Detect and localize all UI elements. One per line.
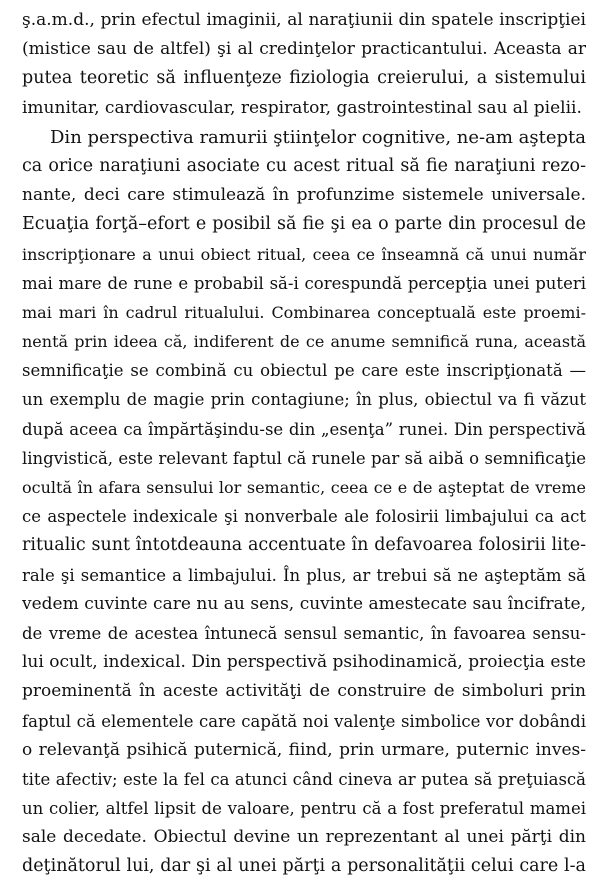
text-line: inscripţionare a unui obiect ritual, ceea ce înseamnă că unui număr bbox=[22, 244, 586, 264]
text-line: după aceea ca împărtăşindu-se din „esenţa” runei. Din perspectivă bbox=[22, 419, 586, 439]
text-line: ş.a.m.d., prin efectul imaginii, al naraţiunii din spatele inscripţiei bbox=[22, 10, 586, 30]
text-line: Ecuaţia forţă–efort e posibil să fie şi ea o parte din procesul de bbox=[22, 214, 586, 235]
text-line: nante, deci care stimulează în profunzime sistemele universale. bbox=[22, 185, 586, 206]
text-line: un exemplu de magie prin contagiune; în plus, obiectul va fi văzut bbox=[22, 390, 586, 410]
text-line: putea teoretic să influenţeze fiziologia creierului, a sistemului bbox=[22, 68, 586, 89]
text-line: de vreme de acestea întunecă sensul semantic, în favoarea sensu- bbox=[22, 623, 586, 643]
text-line: nentă prin ideea că, indiferent de ce anume semnifică runa, această bbox=[22, 332, 586, 352]
text-line: ca orice naraţiuni asociate cu acest ritual să fie naraţiuni rezo- bbox=[22, 155, 586, 176]
text-line: semnificaţie se combină cu obiectul pe care este inscripţionată — bbox=[22, 361, 586, 381]
text-line: ocultă în afara sensului lor semantic, ceea ce e de aşteptat de vreme bbox=[22, 478, 586, 497]
text-line: lui ocult, indexical. Din perspectivă psihodinamică, proiecţia este bbox=[22, 652, 586, 673]
text-line: tite afectiv; este la fel ca atunci când cineva ar putea să preţuiască bbox=[22, 769, 586, 789]
text-line: Din perspectiva ramurii ştiinţelor cognitive, ne-am aştepta bbox=[50, 126, 586, 148]
page-text bbox=[22, 6, 586, 882]
text-line: proeminentă în aceste activităţi de construire de simboluri prin bbox=[22, 681, 586, 702]
text-line: ce aspectele indexicale şi nonverbale ale folosirii limbajului ca act bbox=[22, 507, 586, 527]
text-line: deţinătorul lui, dar şi al unei părţi a personalităţii celui care l-a bbox=[22, 856, 586, 877]
text-line: mai mari în cadrul ritualului. Combinarea conceptuală este proemi- bbox=[22, 302, 586, 322]
text-line: o relevanţă psihică puternică, fiind, prin urmare, puternic inves- bbox=[22, 739, 586, 760]
text-line: lingvistică, este relevant faptul că runele par să aibă o semnificaţie bbox=[22, 448, 586, 468]
text-line: (mistice sau de altfel) şi al credinţelor practicantului. Aceasta ar bbox=[22, 39, 586, 60]
text-line: ritualic sunt întotdeauna accentuate în defavoarea folosirii lite- bbox=[22, 535, 586, 556]
text-line: imunitar, cardiovascular, respirator, gastrointestinal sau al pielii. bbox=[22, 97, 582, 118]
text-line: vedem cuvinte care nu au sens, cuvinte amestecate sau încifrate, bbox=[22, 593, 586, 614]
text-line: mai mare de rune e probabil să-i corespundă percepţia unei puteri bbox=[22, 273, 586, 293]
text-line: rale şi semantice a limbajului. În plus, ar trebui să ne aşteptăm să bbox=[22, 565, 586, 585]
text-line: faptul că elementele care capătă noi valenţe simbolice vor dobândi bbox=[22, 711, 586, 731]
text-line: sale decedate. Obiectul devine un reprezentant al unei părţi din bbox=[22, 827, 586, 848]
text-line: un colier, altfel lipsit de valoare, pentru că a fost preferatul mamei bbox=[22, 799, 586, 819]
